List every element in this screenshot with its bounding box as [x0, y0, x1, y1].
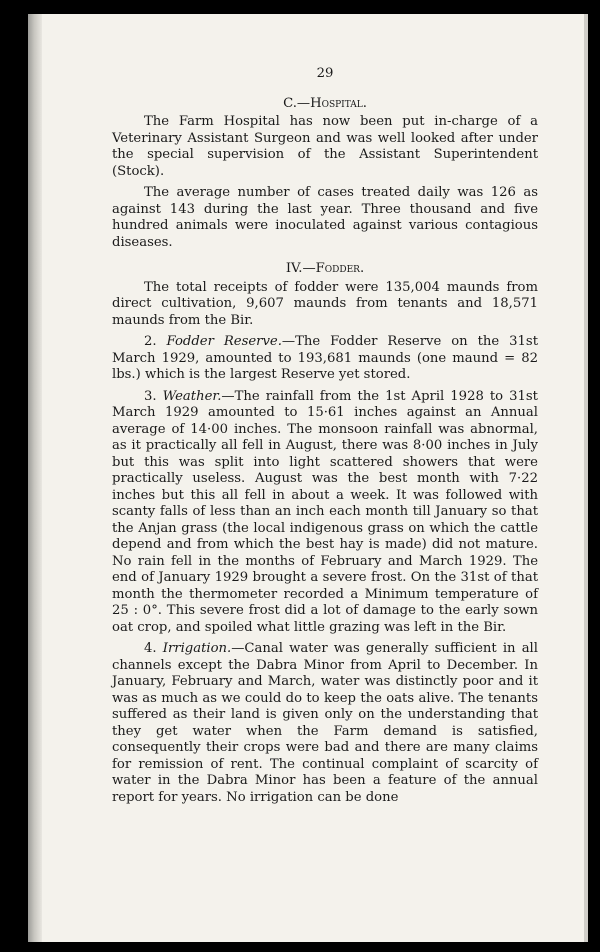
- hospital-paragraph-2: The average number of cases treated daily was 126 as against 143 during the last year. Three thousand and five hundred animals were inoculated against various contagious diseases.: [112, 185, 538, 250]
- fodder-heading-prefix: IV.—: [285, 261, 316, 276]
- fodder-intro: The total receipts of fodder were 135,004 maunds from direct cultivation, 9,607 maunds from tenants and 18,571 maunds from the Bir.: [112, 279, 538, 328]
- irrigation-title: Irrigation.: [162, 641, 232, 656]
- irrigation-number: 4.: [144, 641, 157, 656]
- weather-number: 3.: [144, 388, 157, 404]
- fodder-heading: [112, 261, 538, 278]
- weather-text: —The rainfall from the 1st April 1928 to 31st March 1929 amounted to 15·61 inches against an Annual average of 14·00 inches. The monsoon rainfall was abnormal, as it practically all fell in August, there was 8·00 inches in July but this was split into light scattered showers that were practically useless. August was the best month with 7·22 inches but this all fell in about a week. It was followed with scanty falls of less than an inch each month till January so that the Anjan grass (the local indigenous grass on which the cattle depend and from which the best hay is made) did not mature. No rain fell in the months of February and March 1929. The end of January 1929 brought a severe frost. On the 31st of that month the thermometer recorded a Minimum temperature of 25 : 0°. This severe frost did a lot of damage to the early sown oat crop, and spoiled what little grazing was left in the Bir.: [112, 388, 538, 635]
- page-binding-shadow: [28, 14, 42, 942]
- fodder-reserve-text: —The Fodder Reserve on the 31st March 1929, amounted to 193,681 maunds (one maund = 82 lbs.) which is the largest Reserve yet stored.: [112, 334, 538, 382]
- page-right-edge: [584, 14, 588, 942]
- hospital-paragraph-1: The Farm Hospital has now been put in-charge of a Veterinary Assistant Surgeon and was well looked after under the special supervision of the Assistant Superintendent (Stock).: [112, 114, 538, 179]
- fodder-reserve-number: 2.: [144, 334, 157, 349]
- hospital-heading-title: Hospital.: [310, 95, 367, 111]
- irrigation-text: —Canal water was generally sufficient in all channels except the Dabra Minor from April to December. In January, February and March, water was distinctly poor and it was as much as we could do to keep the oats alive. The tenants suffered as their land is given only on the understanding that they get water when the Farm demand is satisfied, consequently their crops were bad and there are many claims for remission of rent. The continual complaint of scarcity of water in the Dabra Minor has been a feature of the annual report for years. No irrigation can be done: [112, 641, 538, 805]
- irrigation-paragraph: [112, 641, 538, 806]
- scanned-page: [28, 14, 588, 942]
- hospital-heading-prefix: C.—: [283, 95, 311, 111]
- page-body: [112, 66, 538, 811]
- fodder-reserve-paragraph: [112, 334, 538, 384]
- weather-title: Weather.: [162, 388, 222, 404]
- hospital-heading: [112, 96, 538, 113]
- fodder-reserve-title: Fodder Reserve.: [166, 334, 282, 349]
- page-number: 29: [316, 66, 334, 81]
- fodder-heading-title: Fodder.: [315, 261, 365, 276]
- weather-paragraph: [112, 389, 538, 637]
